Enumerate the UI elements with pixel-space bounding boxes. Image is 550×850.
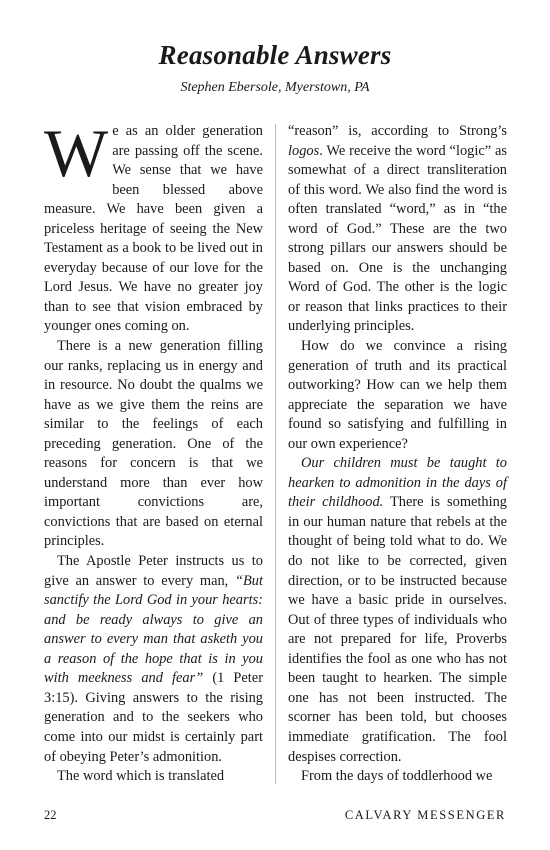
- paragraph: The word which is translated: [57, 768, 225, 785]
- paragraph-text: “reason” is, according to Strong’s: [288, 123, 507, 139]
- paragraph-text: There is something in our human nature that rebels at the thought of being told what to do. We do not like to be corrected, given direction, or to be instructed because we have a basic pride in ourselves. Out of three types of individuals who are not prepared for life, Proverbs identifies the fool as one who has not been taught to hearken. The simple one has not been instructed. The scorner has been told, but chooses immediate gratification. The fool despises correction.: [288, 494, 507, 765]
- paragraph: How do we convince a rising generation of truth and its practical outworking? How can we help them appreciate the separation we have found so satisfying and fulfilling in our own experience?: [288, 338, 507, 452]
- column-divider: [275, 124, 276, 784]
- publication-name: CALVARY MESSENGER: [344, 808, 506, 822]
- left-column: [44, 115, 263, 787]
- paragraph-text: The Apostle Peter instructs us to give an answer to every man,: [44, 553, 263, 589]
- article-byline: Stephen Ebersole, Myerstown, PA: [180, 80, 370, 95]
- paragraph: From the days of toddlerhood we: [301, 768, 493, 785]
- paragraph: [288, 454, 507, 767]
- paragraph-text: . We receive the word “logic” as somewhat of a direct transliteration of this word. We also find the word is often translated “word,” as in “the word of God.” These are the two strong pillars our answers should be based on. One is the unchanging Word of God. The other is the logic or reason that links practices to their underlying principles.: [288, 142, 507, 335]
- scripture-quote: “But sanctify the Lord God in your hearts: and be ready always to give an answer to every man that asketh you a reason of the hope that is in you with meekness and fear”: [44, 572, 263, 687]
- paragraph: There is a new generation filling our ranks, replacing us in energy and in resource. No doubt the qualms we have as we give them the reins are similar to the feelings of each preceding generation. One of the reasons for concern is that we understand more than ever how important convictions are, convictions that are based on eternal principles.: [44, 338, 263, 550]
- emphasis-sentence: Our children must be taught to hearken to admonition in the days of their childhood.: [288, 455, 507, 511]
- article-title: Reasonable Answers: [158, 40, 392, 70]
- page-number: 22: [44, 808, 57, 822]
- right-column: [288, 122, 507, 787]
- paragraph: [44, 552, 263, 767]
- paragraph-text: (1 Peter 3:15). Giving answers to the rising generation and to the seekers who come into our midst is certainly part of obeying Peter’s admonition.: [44, 670, 263, 765]
- paragraph-text: e as an older generation are passing off the scene. We sense that we have been blessed above measure. We have been given a priceless heritage of seeing the New Testament as a book to be lived out in everyday because of our love for the Lord Jesus. We have no greater joy than to see that vision embraced by younger ones coming on.: [44, 123, 263, 335]
- paragraph: [44, 115, 263, 337]
- drop-cap: W: [44, 115, 109, 191]
- greek-word: logos: [288, 142, 320, 159]
- paragraph: [288, 122, 507, 337]
